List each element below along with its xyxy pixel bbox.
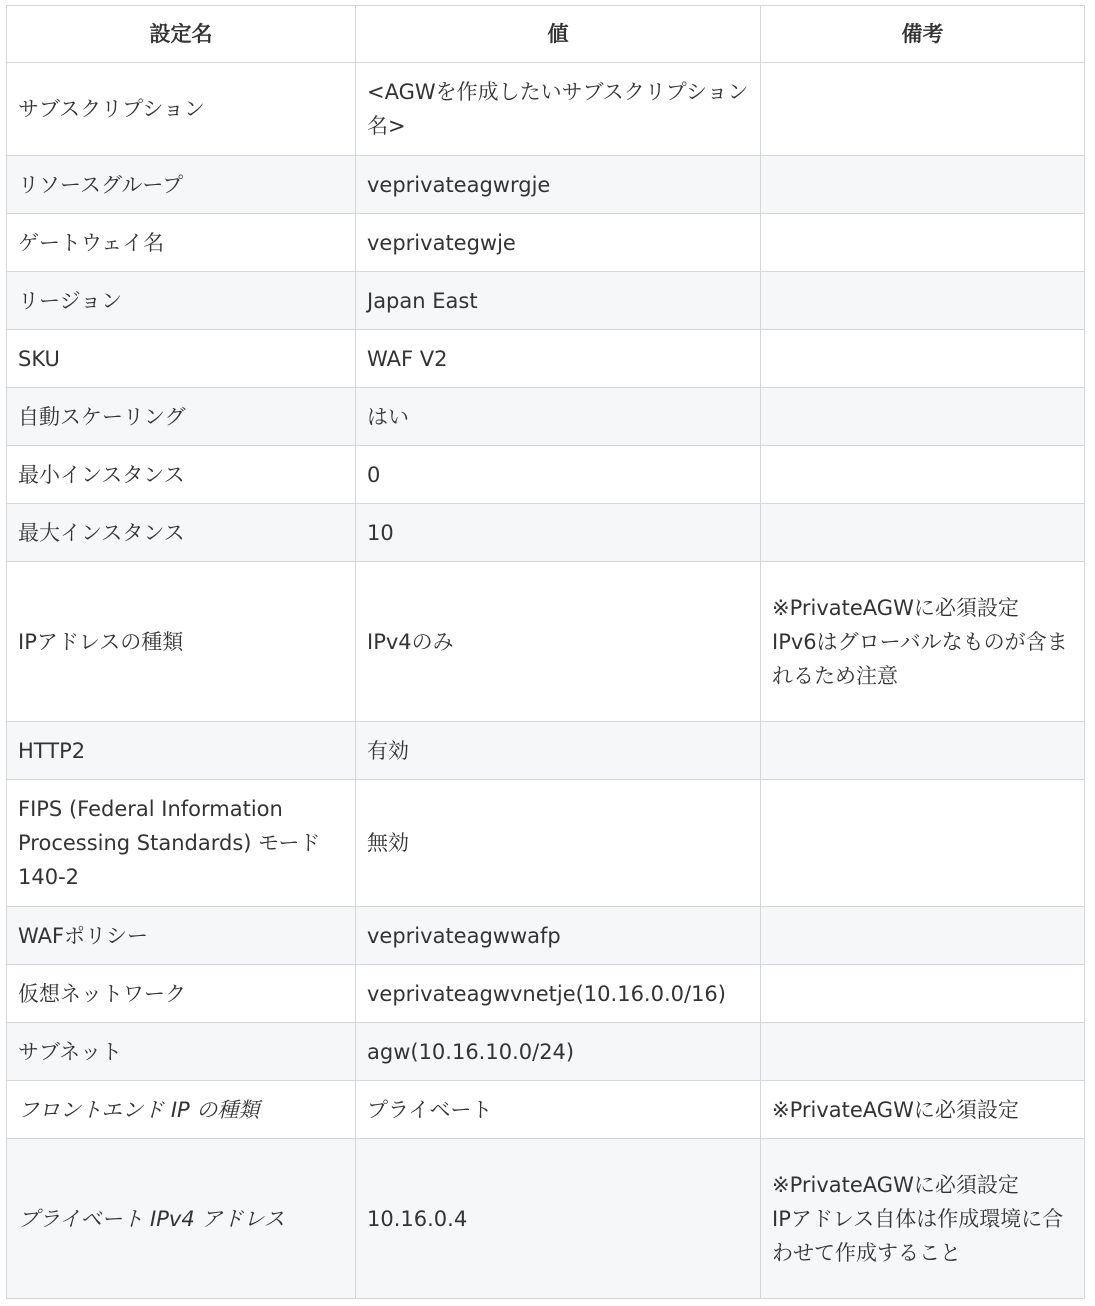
table-row — [7, 722, 1085, 780]
setting-name: サブスクリプション — [7, 63, 356, 156]
setting-note: ※PrivateAGWに必須設定 IPアドレス自体は作成環境に合わせて作成すること — [761, 1139, 1085, 1299]
setting-name: 最大インスタンス — [7, 504, 356, 562]
setting-value: agw(10.16.10.0/24) — [356, 1023, 761, 1081]
setting-name: リージョン — [7, 272, 356, 330]
setting-value: IPv4のみ — [356, 562, 761, 722]
setting-value: veprivateagwwafp — [356, 907, 761, 965]
settings-table — [6, 5, 1085, 1299]
table-row — [7, 504, 1085, 562]
setting-value: 無効 — [356, 780, 761, 907]
setting-name: プライベート IPv4 アドレス — [7, 1139, 356, 1299]
setting-note — [761, 388, 1085, 446]
setting-value: veprivategwje — [356, 214, 761, 272]
setting-name: SKU — [7, 330, 356, 388]
setting-value: veprivateagwvnetje(10.16.0.0/16) — [356, 965, 761, 1023]
setting-value: 0 — [356, 446, 761, 504]
setting-value: <AGWを作成したいサブスクリプション名> — [356, 63, 761, 156]
table-row — [7, 1081, 1085, 1139]
header-setting-name: 設定名 — [7, 6, 356, 63]
setting-note — [761, 446, 1085, 504]
setting-note — [761, 1023, 1085, 1081]
table-row — [7, 446, 1085, 504]
setting-value: veprivateagwrgje — [356, 156, 761, 214]
setting-name: HTTP2 — [7, 722, 356, 780]
setting-name: ゲートウェイ名 — [7, 214, 356, 272]
table-row — [7, 214, 1085, 272]
table-row — [7, 1023, 1085, 1081]
setting-note: ※PrivateAGWに必須設定 IPv6はグローバルなものが含まれるため注意 — [761, 562, 1085, 722]
setting-note — [761, 504, 1085, 562]
setting-value: 10.16.0.4 — [356, 1139, 761, 1299]
setting-name: 自動スケーリング — [7, 388, 356, 446]
setting-note — [761, 330, 1085, 388]
setting-name: フロントエンド IP の種類 — [7, 1081, 356, 1139]
setting-note — [761, 965, 1085, 1023]
table-row — [7, 780, 1085, 907]
table-row — [7, 156, 1085, 214]
table-row — [7, 330, 1085, 388]
setting-note — [761, 780, 1085, 907]
setting-note — [761, 907, 1085, 965]
setting-note — [761, 214, 1085, 272]
setting-name: WAFポリシー — [7, 907, 356, 965]
setting-value: プライベート — [356, 1081, 761, 1139]
header-note: 備考 — [761, 6, 1085, 63]
setting-name: リソースグループ — [7, 156, 356, 214]
setting-name: サブネット — [7, 1023, 356, 1081]
table-row — [7, 1139, 1085, 1299]
setting-value: 10 — [356, 504, 761, 562]
header-value: 値 — [356, 6, 761, 63]
table-row — [7, 63, 1085, 156]
setting-note — [761, 722, 1085, 780]
setting-value: WAF V2 — [356, 330, 761, 388]
setting-name: FIPS (Federal Information Processing Standards) モード 140-2 — [7, 780, 356, 907]
setting-name: 最小インスタンス — [7, 446, 356, 504]
setting-note — [761, 156, 1085, 214]
table-row — [7, 272, 1085, 330]
setting-value: 有効 — [356, 722, 761, 780]
setting-note — [761, 272, 1085, 330]
table-row — [7, 907, 1085, 965]
setting-value: Japan East — [356, 272, 761, 330]
table-row — [7, 965, 1085, 1023]
setting-value: はい — [356, 388, 761, 446]
table-row — [7, 388, 1085, 446]
setting-note — [761, 63, 1085, 156]
setting-note: ※PrivateAGWに必須設定 — [761, 1081, 1085, 1139]
setting-name: IPアドレスの種類 — [7, 562, 356, 722]
table-header-row — [7, 6, 1085, 63]
setting-name: 仮想ネットワーク — [7, 965, 356, 1023]
table-row — [7, 562, 1085, 722]
